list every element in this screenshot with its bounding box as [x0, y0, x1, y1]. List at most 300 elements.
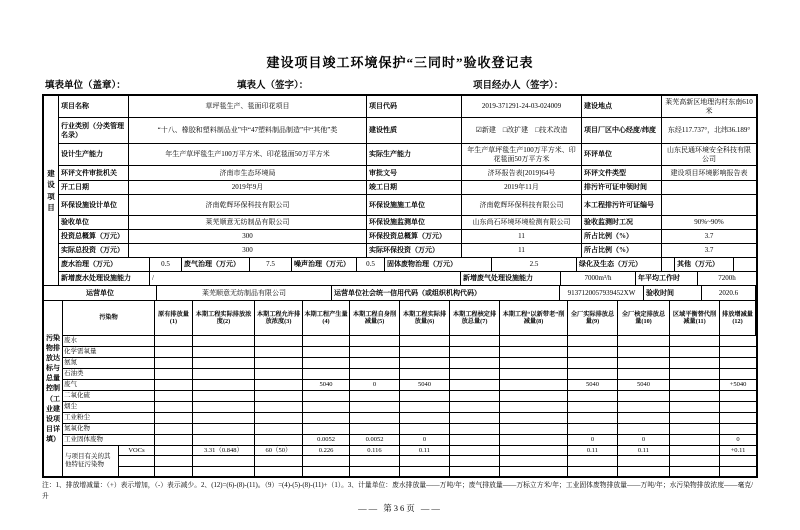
pollutant-cell [670, 358, 720, 368]
construction-section [44, 96, 756, 285]
field-label: 实际生产能力 [367, 144, 462, 165]
field-label: 年平均工作时 [636, 272, 698, 285]
pollutant-cell [193, 347, 255, 357]
pollutant-cell: 0.116 [350, 446, 400, 455]
field-label: 新增废气处理设施能力 [461, 272, 561, 285]
pollutant-cell [193, 402, 255, 412]
field-value: 济南乾辉环保科技有限公司 [129, 195, 367, 215]
field-value [662, 181, 756, 194]
pollutant-cell: 5040 [618, 380, 670, 390]
field-value: 3.7 [704, 246, 714, 255]
pollutant-cell [618, 391, 670, 401]
page-number: —— 第36页 —— [358, 503, 442, 513]
pollutant-cell [303, 358, 350, 368]
pollutant-cell [450, 380, 500, 390]
pollutant-cell [450, 402, 500, 412]
pollutant-cell [670, 380, 720, 390]
pollutant-cell [618, 456, 670, 465]
field-value: 2019年11月 [462, 181, 582, 194]
column-header: 排放增减量(12) [720, 301, 756, 335]
pollutant-cell [568, 336, 618, 346]
field-label: 竣工日期 [367, 181, 462, 194]
pollutant-cell [450, 347, 500, 357]
field-value: “十八、橡胶和塑料制品业”中“47塑料制品制造”中“其他”类 [129, 118, 367, 143]
field-label: 废水治理（万元） [59, 258, 150, 271]
pollutant-cell [193, 369, 255, 379]
pollutant-cell [450, 446, 500, 455]
pollutant-cell [155, 424, 193, 434]
field-value: 2019年9月 [129, 181, 367, 194]
field-value: 9137120057939452XW [560, 286, 644, 300]
pollutant-cell: 3.31（0.848） [193, 446, 255, 455]
pollutant-cell [155, 402, 193, 412]
pollutant-cell [155, 336, 193, 346]
field-label: 绿化及生态（万元） [577, 258, 662, 271]
handler-label: 项目经办人（签字）： [473, 81, 564, 91]
field-value: 莱芜高新区地理沟村东南610米 [665, 97, 753, 115]
row-treatment-costs [59, 258, 756, 272]
pollutant-cell: 0.11 [568, 446, 618, 455]
field-value: 3.7 [704, 232, 714, 241]
row-new-facilities [59, 272, 756, 285]
pollutant-name [119, 456, 155, 465]
field-value: 莱芜顺意无纺制品有限公司 [129, 216, 367, 229]
pollutant-name: 工业固体废物 [63, 435, 155, 445]
field-label: 实际环保投资（万元） [367, 244, 462, 257]
row-actual-investment [59, 244, 756, 258]
pollutant-cell [618, 467, 670, 476]
pollutant-cell [618, 369, 670, 379]
field-label: 环保设施施工单位 [367, 195, 462, 215]
pollutant-cell [255, 413, 303, 423]
pollutant-cell [303, 391, 350, 401]
pollutant-name [119, 467, 155, 476]
pollutant-cell [568, 456, 618, 465]
pollutant-cell [568, 413, 618, 423]
pollutant-cell [350, 402, 400, 412]
field-label: 验收时间 [644, 286, 702, 300]
pollutant-cell [350, 391, 400, 401]
row-budget [59, 230, 756, 244]
field-value: 0.5 [357, 258, 385, 271]
field-value: 莱芜顺意无纺制品有限公司 [157, 286, 332, 300]
pollutant-cell [193, 424, 255, 434]
pollutant-cell [400, 358, 450, 368]
pollutant-cell [500, 336, 568, 346]
table-row [63, 369, 756, 380]
page-title: 建设项目竣工环境保护“三同时”验收登记表 [266, 55, 534, 70]
field-value: 年生产草坪毯生产100万平方米、印花毯面50万平方米 [129, 144, 367, 165]
pollutant-cell [450, 435, 500, 445]
pollutant-cell [500, 446, 568, 455]
pollutant-cell: 5040 [568, 380, 618, 390]
field-value: 草坪毯生产、毯面印花项目 [129, 96, 367, 117]
pollutant-cell [255, 347, 303, 357]
pollutant-cell [568, 424, 618, 434]
pollutant-cell [568, 402, 618, 412]
table-row [63, 402, 756, 413]
field-value [734, 258, 756, 271]
pollutant-cell [500, 391, 568, 401]
pollutant-cell [400, 369, 450, 379]
pollutant-cell [450, 391, 500, 401]
pollutant-cell [618, 347, 670, 357]
field-label: 噪声治理（万元） [292, 258, 357, 271]
pollutant-cell [618, 413, 670, 423]
pollutant-cell [720, 413, 756, 423]
pollutant-cell [670, 391, 720, 401]
pollutant-cell: 5040 [303, 380, 350, 390]
pollutant-name: 氮氧化物 [63, 424, 155, 434]
pollutant-name: 废水 [63, 336, 155, 346]
pollutant-cell [450, 424, 500, 434]
pollutant-cell [670, 435, 720, 445]
pollutant-cell [720, 402, 756, 412]
pollutant-cell [500, 380, 568, 390]
pollutant-cell [350, 369, 400, 379]
pollutant-cell [670, 413, 720, 423]
pollutant-cell: 0.226 [303, 446, 350, 455]
pollutant-cell: 0 [618, 435, 670, 445]
table-row [63, 435, 756, 446]
field-value: 11 [462, 244, 582, 257]
field-value: 300 [129, 244, 367, 257]
pollutant-cell: 0 [350, 380, 400, 390]
field-value: 7200h [718, 274, 736, 283]
pollutant-cell [400, 336, 450, 346]
pollutant-name: VOCs [119, 446, 155, 455]
pollutant-cell [720, 347, 756, 357]
field-label: 项目厂区中心经度/纬度 [582, 118, 662, 143]
pollutant-cell [350, 456, 400, 465]
pollutant-cell [155, 446, 193, 455]
pollutant-cell [568, 347, 618, 357]
fill-unit-label: 填表单位（盖章）： [45, 81, 126, 91]
table-row [119, 446, 756, 456]
pollutant-cell [670, 446, 720, 455]
pollutant-cell [500, 358, 568, 368]
pollutant-cell [450, 413, 500, 423]
field-label: 项目名称 [59, 96, 129, 117]
fill-person-label: 填表人（签字）： [237, 81, 309, 91]
field-label: 设计生产能力 [59, 144, 129, 165]
pollutant-cell [670, 456, 720, 465]
pollutant-cell [500, 424, 568, 434]
pollutant-cell [155, 467, 193, 476]
pollutant-cell [400, 347, 450, 357]
pollutant-section [44, 301, 756, 476]
pollutant-cell [720, 336, 756, 346]
pollutant-cell [255, 402, 303, 412]
table-row [63, 424, 756, 435]
construction-nature-checkboxes: ☑新建 □改扩建 □技术改造 [462, 118, 582, 143]
row-industry-category [59, 118, 756, 144]
table-row [63, 380, 756, 391]
pollutant-cell [400, 402, 450, 412]
pollutant-cell [255, 456, 303, 465]
pollutant-cell [350, 424, 400, 434]
pollutant-name: 氨氮 [63, 358, 155, 368]
field-label: 环保设施监测单位 [367, 216, 462, 229]
field-value: 300 [129, 230, 367, 243]
field-label: 环评文件类型 [582, 166, 662, 180]
pollutant-cell [450, 336, 500, 346]
pollutant-cell [400, 391, 450, 401]
pollutant-cell [193, 467, 255, 476]
table-row [63, 358, 756, 369]
pollutant-cell [720, 456, 756, 465]
pollutant-cell [500, 435, 568, 445]
pollutant-name: 工业粉尘 [63, 413, 155, 423]
pollutant-cell [400, 467, 450, 476]
column-header: 全厂核定排放总量(10) [618, 301, 670, 335]
pollutant-cell [350, 336, 400, 346]
pollutant-cell [568, 358, 618, 368]
pollutant-cell [255, 336, 303, 346]
pollutant-cell: +5040 [729, 380, 747, 388]
pollutant-cell [720, 358, 756, 368]
pollutant-cell [450, 456, 500, 465]
pollutant-cell [500, 347, 568, 357]
pollutant-cell [450, 369, 500, 379]
pollutant-cell [255, 358, 303, 368]
column-header: 本期工程允许排放浓度(3) [255, 301, 303, 335]
pollutant-cell: 0.0052 [303, 435, 350, 445]
pollutant-cell [155, 435, 193, 445]
pollutant-cell [720, 467, 756, 476]
row-capacity [59, 144, 756, 166]
pollutant-cell [500, 369, 568, 379]
pollutant-cell [500, 402, 568, 412]
table-row [63, 413, 756, 424]
pollutant-cell [155, 413, 193, 423]
pollutant-cell [720, 424, 756, 434]
column-header: 本期工程产生量(4) [303, 301, 350, 335]
pollutant-cell: 0.11 [400, 446, 450, 455]
registration-table [42, 94, 758, 478]
pollutant-cell [155, 358, 193, 368]
pollutant-cell: 60（50） [255, 446, 303, 455]
pollutant-cell [618, 402, 670, 412]
pollutant-cell [350, 347, 400, 357]
pollutant-cell [500, 413, 568, 423]
field-label: 环评文件审批机关 [59, 166, 129, 180]
field-value: 2.5 [492, 258, 577, 271]
field-value: 0.5 [150, 258, 182, 271]
pollutant-cell [670, 369, 720, 379]
field-label: 新增废水处理设施能力 [59, 272, 150, 285]
field-label: 其他（万元） [675, 258, 734, 271]
column-header: 原有排放量(1) [155, 301, 193, 335]
field-label: 固体废物治理（万元） [385, 258, 492, 271]
field-label: 建设地点 [582, 96, 662, 117]
table-row [119, 467, 756, 476]
pollutant-cell [670, 424, 720, 434]
field-label: 所占比例（%） [582, 244, 662, 257]
pollutant-cell [670, 347, 720, 357]
field-label: 废气治理（万元） [182, 258, 250, 271]
pollutant-cell [193, 391, 255, 401]
column-header: 本期工程实际排放浓度(2) [193, 301, 255, 335]
pollutant-cell: 0.0052 [350, 435, 400, 445]
row-dates [59, 181, 756, 195]
field-label: 环评单位 [582, 144, 662, 165]
pollutant-cell [155, 391, 193, 401]
field-value: 东经117.737°，北纬36.189° [667, 126, 751, 135]
pollutant-cell [193, 336, 255, 346]
field-label: 运营单位 [44, 286, 157, 300]
pollutant-cell: 0 [568, 435, 618, 445]
column-header: 本期工程核定排放总量(7) [450, 301, 500, 335]
field-value: 年生产草坪毯生产100万平方米、印花毯面50万平方米 [462, 144, 582, 165]
pollutant-cell [303, 413, 350, 423]
pollutant-cell [450, 358, 500, 368]
pollutant-cell [568, 467, 618, 476]
table-row [63, 336, 756, 347]
field-label: 投资总概算（万元） [59, 230, 129, 243]
pollutant-cell [193, 380, 255, 390]
pollutant-cell [618, 336, 670, 346]
field-label: 实际总投资（万元） [59, 244, 129, 257]
pollutant-cell [193, 456, 255, 465]
special-pollutant-group [63, 446, 756, 476]
field-label: 环保设施设计单位 [59, 195, 129, 215]
special-pollutant-label: 与项目有关的其他特征污染物 [63, 446, 119, 476]
pollutant-name: 二氧化硫 [63, 391, 155, 401]
row-env-design-unit [59, 195, 756, 216]
field-value [662, 258, 675, 271]
pollutant-cell [155, 380, 193, 390]
field-label: 所占比例（%） [582, 230, 662, 243]
pollutant-cell [568, 369, 618, 379]
pollutant-cell [193, 413, 255, 423]
pollutant-cell [500, 456, 568, 465]
pollutant-cell [350, 467, 400, 476]
pollutant-cell [303, 369, 350, 379]
construction-side-label: 建设项目 [44, 96, 59, 285]
footnote: 注：1、排放增减量：（+）表示增加，（-）表示减少。2、(12)=(6)-(8)-(11)。（9）=(4)-(5)-(8)-(11)+（1）。3、计量单位：废水排放量——万吨/年；废气排放量——万标立方米/年；工业固体废物排放量——万吨/年；水污染物排放浓度——毫克/升 [42, 482, 754, 500]
pollutant-cell [450, 467, 500, 476]
pollutant-cell [303, 402, 350, 412]
field-value: 山东尚石环境环境检测有限公司 [462, 216, 582, 229]
field-label: 建设性质 [367, 118, 462, 143]
pollutant-cell [670, 467, 720, 476]
pollutant-name: 烟尘 [63, 402, 155, 412]
pollutant-name: 石油类 [63, 369, 155, 379]
row-acceptance-unit [59, 216, 756, 230]
pollutant-cell [303, 424, 350, 434]
pollutant-cell [193, 435, 255, 445]
pollutant-name: 废气 [63, 380, 155, 390]
table-area [42, 94, 758, 503]
pollutant-cell [303, 456, 350, 465]
pollutant-cell [155, 369, 193, 379]
pollutant-cell [400, 413, 450, 423]
pollutant-cell [568, 391, 618, 401]
field-value: 90%~90% [694, 218, 724, 227]
pollutant-table-header [63, 301, 756, 336]
table-row [63, 391, 756, 402]
pollutant-cell [303, 347, 350, 357]
pollutant-cell [618, 358, 670, 368]
pollutant-cell: 0 [736, 435, 740, 443]
pollutant-cell [255, 380, 303, 390]
field-value: 济环报告表[2019]64号 [462, 166, 582, 180]
pollutant-cell: 0.11 [618, 446, 670, 455]
field-value: 山东民通环境安全科技有限公司 [667, 145, 751, 163]
pollutant-cell [500, 467, 568, 476]
pollutant-cell [303, 336, 350, 346]
pollutant-cell: 5040 [400, 380, 450, 390]
pollutant-cell [618, 424, 670, 434]
field-label: 运营单位社会统一信用代码（或组织机构代码） [332, 286, 560, 300]
field-value: 7.5 [250, 258, 292, 271]
field-value: 济南市生态环境局 [129, 166, 367, 180]
field-value: / [150, 272, 461, 285]
pollutant-cell [255, 435, 303, 445]
field-value: 建设项目环境影响报告表 [670, 168, 748, 177]
pollutant-cell [155, 456, 193, 465]
field-label: 行业类别（分类管理名录） [59, 118, 129, 143]
field-label: 项目代码 [367, 96, 462, 117]
pollutant-cell: +0.11 [730, 446, 746, 454]
field-value: 济南乾辉环保科技有限公司 [462, 195, 582, 215]
field-value: 2020.6 [702, 286, 756, 300]
field-value: 11 [462, 230, 582, 243]
column-header: 本期工程“以新带老”削减量(8) [500, 301, 568, 335]
field-value: 7000m³/h [561, 272, 636, 285]
pollutant-cell [350, 358, 400, 368]
field-label: 环保投资总概算（万元） [367, 230, 462, 243]
column-header: 污染物 [63, 301, 155, 335]
field-value: 2019-371291-24-03-024009 [462, 96, 582, 117]
field-label: 审批文号 [367, 166, 462, 180]
column-header: 区域平衡替代削减量(11) [670, 301, 720, 335]
pollutant-cell [255, 467, 303, 476]
pollutant-cell [720, 391, 756, 401]
row-eia-approval [59, 166, 756, 181]
pollutant-cell [255, 369, 303, 379]
pollutant-cell [670, 402, 720, 412]
field-value [662, 195, 756, 215]
row-project-name [59, 96, 756, 118]
field-label: 开工日期 [59, 181, 129, 194]
pollutant-cell [255, 391, 303, 401]
table-row [119, 456, 756, 466]
field-label: 本工程排污许可证编号 [582, 195, 662, 215]
column-header: 本期工程自身削减量(5) [350, 301, 400, 335]
pollutant-cell [400, 456, 450, 465]
pollutant-cell [350, 413, 400, 423]
table-row [63, 347, 756, 358]
column-header: 本期工程实际排放量(6) [400, 301, 450, 335]
pollutant-cell [303, 467, 350, 476]
pollutant-cell [400, 424, 450, 434]
pollutant-side-label: 污染物排放达标与总量控制（工业建设项目详填） [44, 301, 63, 476]
pollutant-cell [720, 369, 756, 379]
row-operation-unit [44, 285, 756, 301]
field-label: 验收单位 [59, 216, 129, 229]
field-label: 排污许可证申领时间 [582, 181, 662, 194]
pollutant-name: 化学需氧量 [63, 347, 155, 357]
pollutant-cell: 0 [400, 435, 450, 445]
pollutant-cell [193, 358, 255, 368]
pollutant-cell [155, 347, 193, 357]
pollutant-cell [670, 336, 720, 346]
field-label: 验收监测时工况 [582, 216, 662, 229]
pollutant-cell [255, 424, 303, 434]
column-header: 全厂实际排放总量(9) [568, 301, 618, 335]
